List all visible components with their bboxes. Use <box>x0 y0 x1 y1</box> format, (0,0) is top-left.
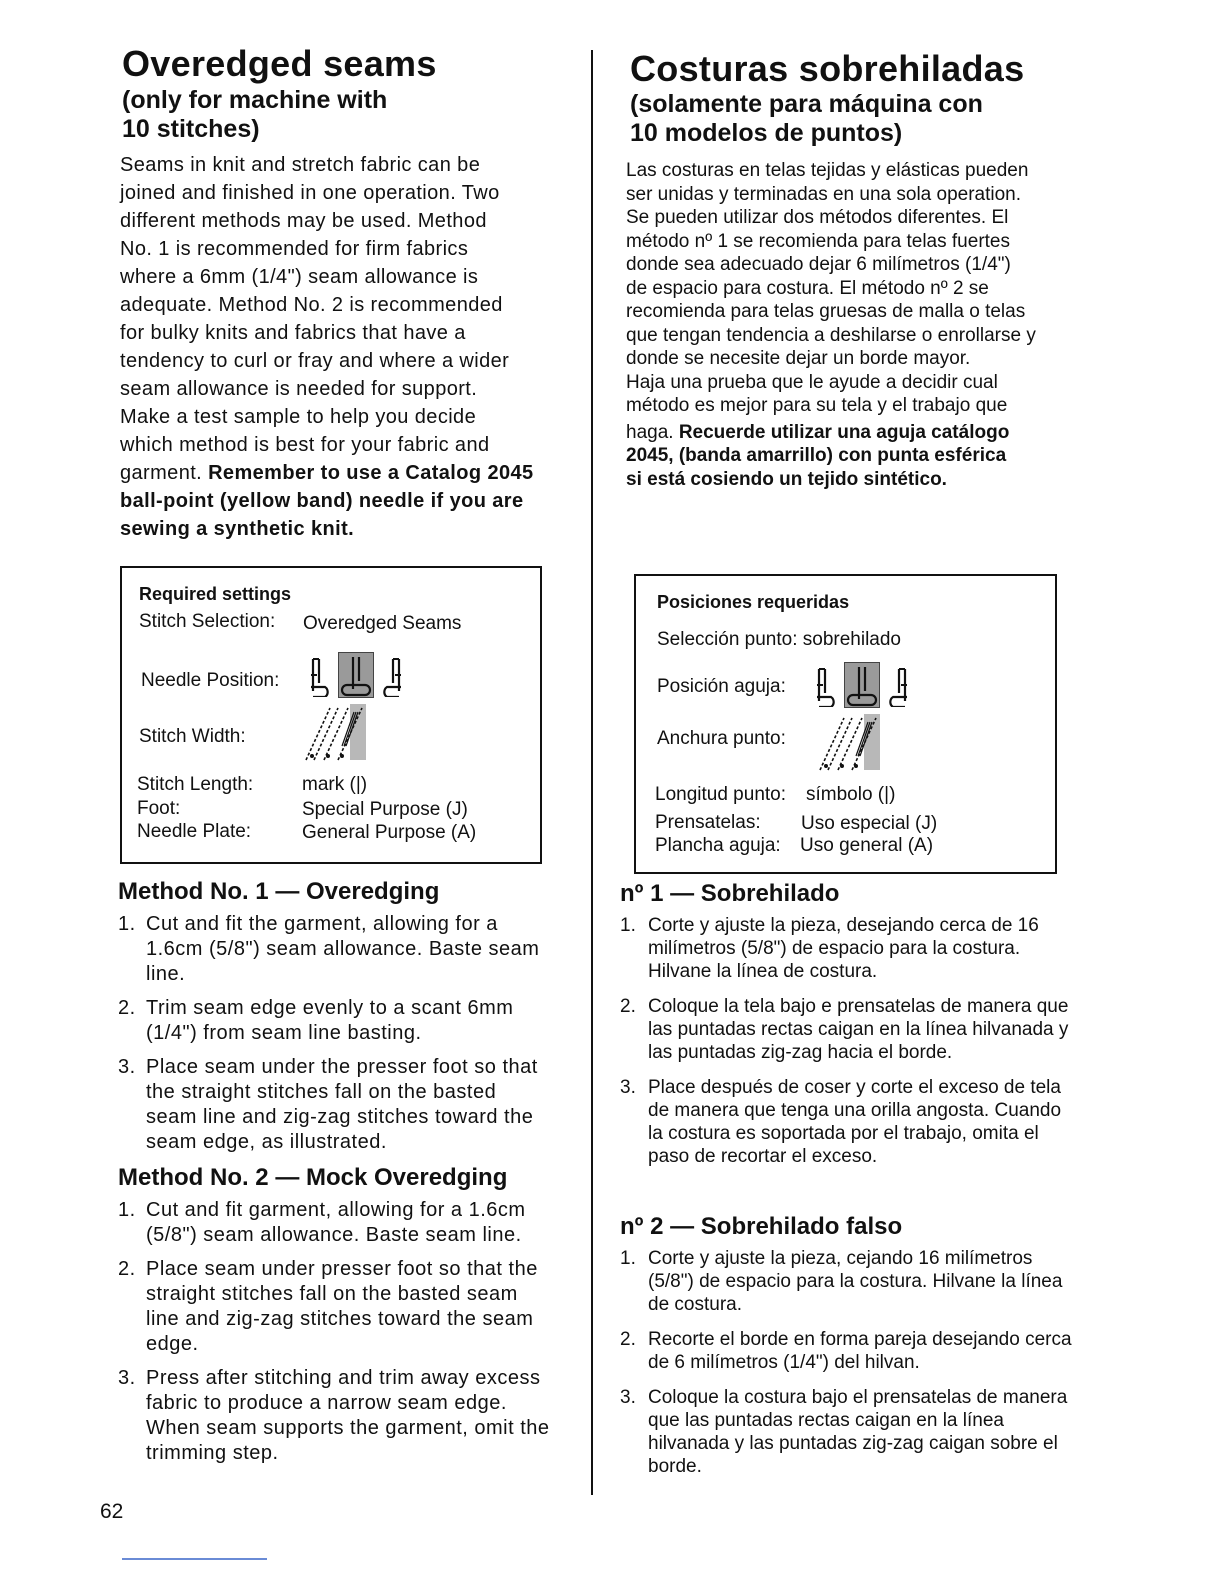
spanish-header <box>630 49 1090 148</box>
intro-en-bold: Remember to use a Catalog 2045 <box>208 462 534 484</box>
required-settings-box-es <box>634 574 1057 874</box>
needle-plate-value-es: Uso general (A) <box>800 835 934 856</box>
intro-en-line: tendency to curl or fray and where a wider <box>120 350 510 372</box>
intro-en-line: Seams in knit and stretch fabric can be <box>120 154 481 176</box>
intro-es-line <box>626 421 1086 445</box>
english-header <box>122 44 562 144</box>
intro-es-line: Se pueden utilizar dos métodos diferentes. El <box>626 207 1009 228</box>
intro-en-bold-line: ball-point (yellow band) needle if you are <box>120 490 524 512</box>
intro-en-line: No. 1 is recommended for firm fabrics <box>120 238 469 260</box>
needle-position-label-en: Needle Position: <box>141 670 280 691</box>
intro-es-line: de espacio para costura. El método nº 2 se <box>626 277 989 299</box>
list-item <box>118 996 550 1046</box>
stitch-length-value-en: mark (|) <box>302 774 368 795</box>
list-item <box>118 1198 550 1248</box>
intro-es-bold-line: 2045, (banda amarrillo) con punta esférica <box>626 445 1007 466</box>
needle-position-icons-es <box>814 662 910 708</box>
method2-steps-es <box>620 1247 1072 1478</box>
step-number: 2. <box>118 1258 136 1280</box>
intro-en-line: Make a test sample to help you decide <box>120 406 477 428</box>
step-number: 3. <box>118 1367 136 1389</box>
step-text: Place seam under the presser foot so that the straight stitches fall on the basted seam line and zig-zag stitches toward the seam edge, as illustrated. <box>146 1056 538 1153</box>
intro-es-bold-line: si está cosiendo un tejido sintético. <box>626 468 947 490</box>
intro-es-normal: haga. <box>626 421 679 443</box>
intro-en-line: different methods may be used. Method <box>120 210 487 232</box>
column-divider <box>591 50 593 1495</box>
needle-position-icons-en <box>308 652 404 698</box>
step-text: Cut and fit the garment, allowing for a 1.6cm (5/8") seam allowance. Baste seam line. <box>146 913 540 985</box>
step-number: 3. <box>620 1387 636 1408</box>
intro-en-line: seam allowance is needed for support. <box>120 378 478 400</box>
intro-es-line: Las costuras en telas tejidas y elásticas pueden <box>626 160 1029 181</box>
step-number: 1. <box>620 915 636 936</box>
intro-en-normal: garment. <box>120 462 209 484</box>
intro-es-line: recomienda para telas gruesas de malla o telas <box>626 301 1026 322</box>
method1-es <box>620 880 1072 1180</box>
footer-rule <box>122 1558 267 1560</box>
step-number: 1. <box>620 1248 636 1269</box>
method1-steps-en <box>118 912 550 1155</box>
needle-right-icon <box>378 653 404 697</box>
list-item <box>620 1328 1072 1374</box>
subtitle-en-1: (only for machine with <box>122 86 388 114</box>
method2-en <box>118 1164 550 1475</box>
intro-en-line: which method is best for your fabric and <box>120 434 490 456</box>
intro-en-line <box>120 459 560 487</box>
intro-en <box>120 151 560 543</box>
foot-label-es: Prensatelas: <box>655 812 761 833</box>
step-number: 2. <box>620 1329 636 1350</box>
needle-plate-value-en: General Purpose (A) <box>302 822 477 843</box>
step-number: 3. <box>620 1077 636 1098</box>
list-item <box>620 1247 1072 1316</box>
page-title-en: Overedged seams <box>122 43 437 84</box>
intro-es-bold: Recuerde utilizar una aguja catálogo <box>678 421 1010 443</box>
stitch-length-label-en: Stitch Length: <box>137 774 254 795</box>
needle-right-icon <box>884 663 910 707</box>
method1-heading-en: Method No. 1 — Overedging <box>118 878 440 905</box>
needle-center-icon <box>338 652 374 698</box>
method1-steps-es <box>620 914 1072 1168</box>
step-number: 2. <box>620 996 636 1017</box>
method2-es <box>620 1213 1072 1490</box>
list-item <box>620 995 1072 1064</box>
stitch-selection-value-en: Overedged Seams <box>303 613 462 634</box>
method1-heading-es: nº 1 — Sobrehilado <box>620 880 840 907</box>
required-settings-box-en <box>120 566 542 864</box>
stitch-width-icon-es <box>818 712 882 774</box>
intro-es-line: Haja una prueba que le ayude a decidir cual <box>626 371 998 393</box>
step-number: 3. <box>118 1056 136 1078</box>
intro-es-line: donde sea adecuado dejar 6 milímetros (1/4") <box>626 254 1011 275</box>
needle-plate-label-en: Needle Plate: <box>137 821 252 842</box>
subtitle-en-2: 10 stitches) <box>122 115 260 143</box>
list-item <box>118 1055 550 1155</box>
subtitle-es-1: (solamente para máquina con <box>630 90 983 118</box>
step-text: Place después de coser y corte el exceso de tela de manera que tenga una orilla angosta. Cuando la costura es soportada por el trabajo, omita el paso de recortar el exceso. <box>648 1077 1062 1167</box>
intro-es-line: ser unidas y terminadas en una sola operation. <box>626 183 1022 205</box>
method2-heading-en: Method No. 2 — Mock Overedging <box>118 1164 508 1191</box>
settings-title-en: Required settings <box>139 584 292 604</box>
step-number: 1. <box>118 1199 136 1221</box>
intro-en-line: where a 6mm (1/4") seam allowance is <box>120 266 479 288</box>
step-text: Coloque la costura bajo el prensatelas de manera que las puntadas rectas caigan en la línea hilvanada y las puntadas zig-zag caigan sobre el borde. <box>648 1387 1068 1477</box>
stitch-selection-label-en: Stitch Selection: <box>139 611 276 632</box>
step-text: Corte y ajuste la pieza, desejando cerca de 16 milímetros (5/8") de espacio para la costura. Hilvane la línea de costura. <box>648 915 1039 982</box>
list-item <box>620 1386 1072 1478</box>
step-number: 1. <box>118 913 136 935</box>
foot-value-es: Uso especial (J) <box>801 813 938 834</box>
intro-en-bold-line: sewing a synthetic knit. <box>120 518 355 540</box>
list-item <box>620 1076 1072 1168</box>
subtitle-es-2: 10 modelos de puntos) <box>630 119 903 147</box>
stitch-width-label-en: Stitch Width: <box>139 726 246 747</box>
stitch-selection-es: Selección punto: sobrehilado <box>657 629 902 650</box>
intro-es-line: método nº 1 se recomienda para telas fuertes <box>626 230 1010 252</box>
list-item <box>118 1366 550 1466</box>
stitch-length-value-es: símbolo (|) <box>806 784 896 805</box>
stitch-width-icon-en <box>304 702 368 764</box>
list-item <box>118 912 550 987</box>
intro-es-line: que tengan tendencia a deshilarse o enrollarse y <box>626 324 1036 346</box>
list-item <box>620 914 1072 983</box>
needle-plate-label-es: Plancha aguja: <box>655 835 781 856</box>
step-text: Press after stitching and trim away excess fabric to produce a narrow seam edge. When seam supports the garment, omit the trimming step. <box>146 1367 550 1464</box>
step-text: Cut and fit garment, allowing for a 1.6cm (5/8") seam allowance. Baste seam line. <box>146 1199 526 1246</box>
needle-left-icon <box>814 663 840 707</box>
intro-es-line: método es mejor para su tela y el trabajo que <box>626 395 1008 416</box>
list-item <box>118 1257 550 1357</box>
step-text: Coloque la tela bajo e prensatelas de manera que las puntadas rectas caigan en la línea hilvanada y las puntadas zig-zag hacia el borde. <box>648 996 1069 1063</box>
page-title-es: Costuras sobrehiladas <box>630 48 1025 89</box>
method2-heading-es: nº 2 — Sobrehilado falso <box>620 1213 903 1240</box>
intro-en-line: for bulky knits and fabrics that have a <box>120 322 466 344</box>
foot-label-en: Foot: <box>137 798 181 819</box>
intro-en-line: adequate. Method No. 2 is recommended <box>120 294 503 316</box>
intro-es-line: donde se necesite dejar un borde mayor. <box>626 348 971 369</box>
method1-en <box>118 878 550 1164</box>
stitch-length-label-es: Longitud punto: <box>655 784 787 805</box>
needle-center-icon <box>844 662 880 708</box>
stitch-width-label-es: Anchura punto: <box>657 728 786 749</box>
step-text: Place seam under presser foot so that the straight stitches fall on the basted seam line and zig-zag stitches toward the seam edge. <box>146 1258 538 1355</box>
intro-es <box>626 159 1086 491</box>
step-number: 2. <box>118 997 136 1019</box>
needle-left-icon <box>308 653 334 697</box>
intro-en-line: joined and finished in one operation. Two <box>120 182 500 204</box>
settings-title-es: Posiciones requeridas <box>657 592 850 612</box>
step-text: Corte y ajuste la pieza, cejando 16 milímetros (5/8") de espacio para la costura. Hilvane la línea de costura. <box>648 1248 1063 1315</box>
page-number: 62 <box>100 1500 124 1523</box>
needle-position-label-es: Posición aguja: <box>657 676 786 697</box>
method2-steps-en <box>118 1198 550 1466</box>
step-text: Trim seam edge evenly to a scant 6mm (1/4") from seam line basting. <box>146 997 514 1044</box>
step-text: Recorte el borde en forma pareja desejando cerca de 6 milímetros (1/4") del hilvan. <box>648 1329 1072 1373</box>
foot-value-en: Special Purpose (J) <box>302 799 468 820</box>
